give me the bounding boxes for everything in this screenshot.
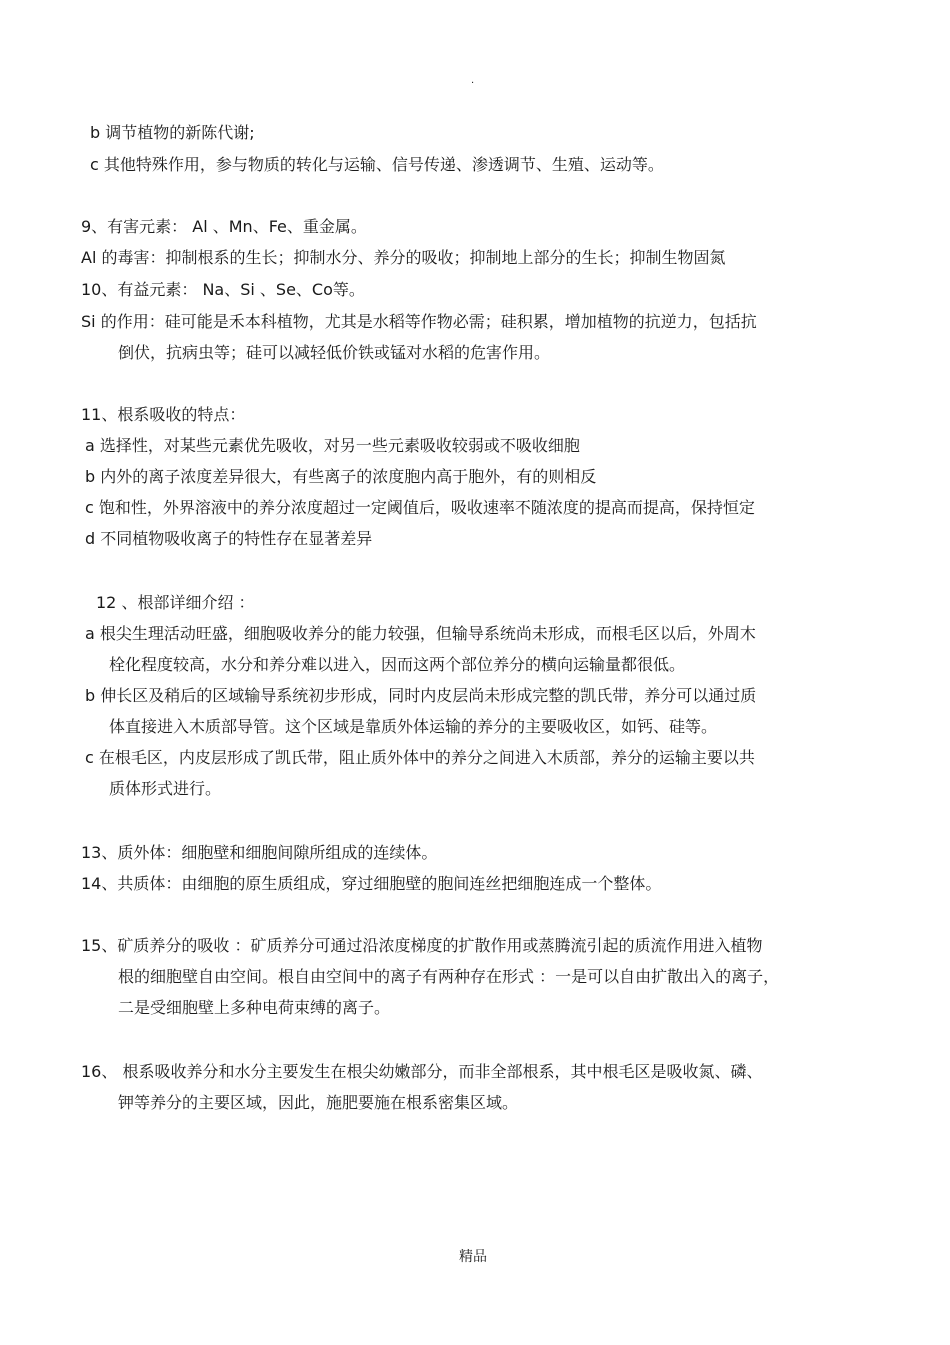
text-line: 根的细胞壁自由空间。根自由空间中的离子有两种存在形式 ：一是可以自由扩散出入的离子， <box>118 967 780 986</box>
text-line: 11、根系吸收的特点： <box>81 405 246 424</box>
text-line: a 根尖生理活动旺盛，细胞吸收养分的能力较强，但输导系统尚未形成，而根毛区以后，外周木 <box>85 624 756 643</box>
text-line: 16、 根系吸收养分和水分主要发生在根尖幼嫩部分，而非全部根系，其中根毛区是吸收氮、磷、 <box>81 1062 763 1081</box>
text-line: 倒伏，抗病虫等；硅可以减轻低价铁或锰对水稻的危害作用。 <box>118 343 551 362</box>
text-line: 10、有益元素： Na、Si 、Se、Co等。 <box>81 280 365 299</box>
text-line: a 选择性，对某些元素优先吸收，对另一些元素吸收较弱或不吸收细胞 <box>85 436 580 455</box>
text-line: 13、质外体：细胞壁和细胞间隙所组成的连续体。 <box>81 843 438 862</box>
text-line: b 内外的离子浓度差异很大，有些离子的浓度胞内高于胞外，有的则相反 <box>85 467 597 486</box>
text-line: 12 、根部详细介绍 ： <box>96 593 255 612</box>
text-line: 9、有害元素： Al 、Mn、Fe、重金属。 <box>81 217 367 236</box>
text-line: 质体形式进行。 <box>109 779 222 798</box>
header-dot: . <box>471 75 475 86</box>
text-line: 二是受细胞壁上多种电荷束缚的离子。 <box>118 998 391 1017</box>
text-line: 栓化程度较高，水分和养分难以进入，因而这两个部位养分的横向运输量都很低。 <box>109 655 686 674</box>
text-line: c 饱和性，外界溶液中的养分浓度超过一定阈值后，吸收速率不随浓度的提高而提高，保持恒定 <box>85 498 755 517</box>
text-line: Si 的作用：硅可能是禾本科植物，尤其是水稻等作物必需；硅积累，增加植物的抗逆力，包括抗 <box>81 312 757 331</box>
text-line: b 伸长区及稍后的区域输导系统初步形成，同时内皮层尚未形成完整的凯氏带，养分可以通过质 <box>85 686 757 705</box>
footer-label: 精品 <box>459 1249 487 1265</box>
text-line: 钾等养分的主要区域，因此，施肥要施在根系密集区域。 <box>118 1093 519 1112</box>
text-line: b 调节植物的新陈代谢; <box>90 123 255 142</box>
text-line: Al 的毒害：抑制根系的生长；抑制水分、养分的吸收；抑制地上部分的生长；抑制生物固氮 <box>81 248 726 267</box>
text-line: 体直接进入木质部导管。这个区域是靠质外体运输的养分的主要吸收区，如钙、硅等。 <box>109 717 718 736</box>
text-line: 14、共质体：由细胞的原生质组成，穿过细胞壁的胞间连丝把细胞连成一个整体。 <box>81 874 662 893</box>
text-line: 15、矿质养分的吸收 ：矿质养分可通过沿浓度梯度的扩散作用或蒸腾流引起的质流作用进入植物 <box>81 936 763 955</box>
text-line: c 在根毛区，内皮层形成了凯氏带，阻止质外体中的养分之间进入木质部，养分的运输主要以共 <box>85 748 755 767</box>
text-line: c 其他特殊作用，参与物质的转化与运输、信号传递、渗透调节、生殖、运动等。 <box>90 155 664 174</box>
text-line: d 不同植物吸收离子的特性存在显著差异 <box>85 529 373 548</box>
